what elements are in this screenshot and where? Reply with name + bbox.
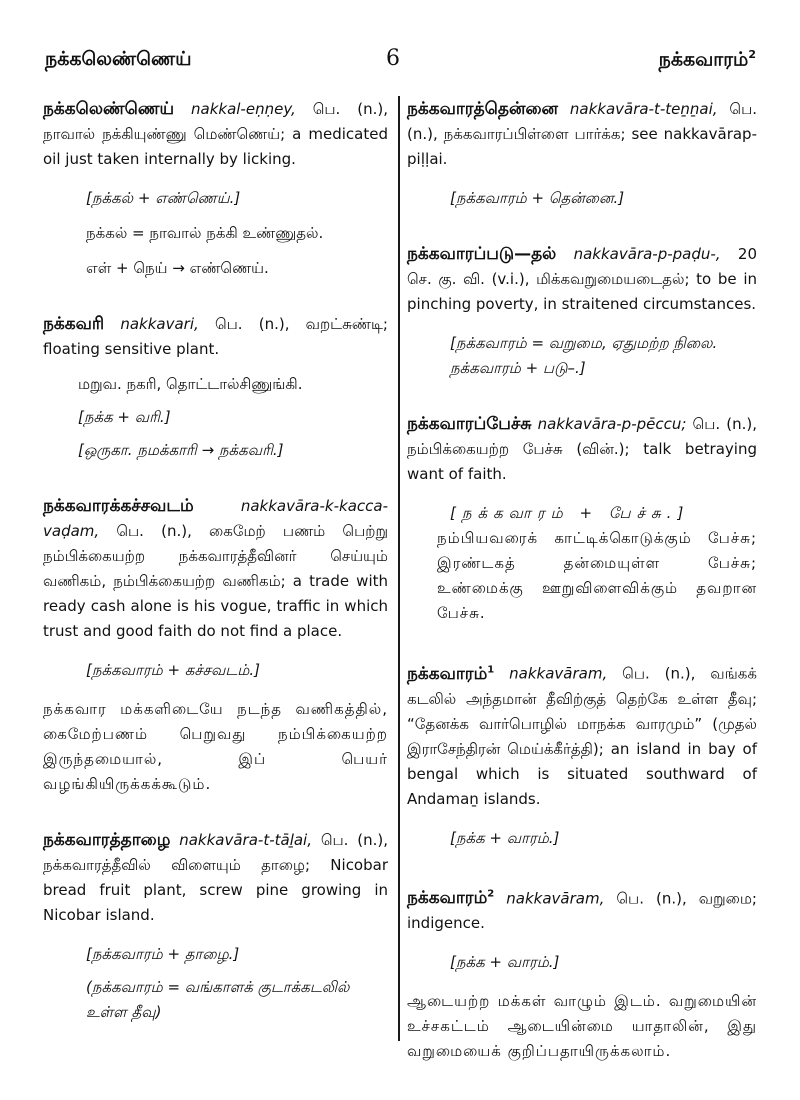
definition: பெ. (n.), வறுமை; indigence. [407,889,757,933]
definition: பெ. (n.), நம்பிக்கையற்ற பேச்சு (வின்.); talk betraying want of faith. [407,415,757,483]
etymology: [நக்கல் + எண்ணெய்.] [86,189,241,207]
headword: நக்கவாரத்தென்னை [407,99,559,119]
entry-head [407,97,757,172]
etymology: [நக்கவாரம் + பேச்சு.] [450,504,690,522]
headword: நக்கவாரம்$^2$ [407,888,495,909]
etymology: [நக்க + வாரம்.] [450,953,560,972]
entry-head [43,312,388,362]
transliteration: nakkavāram, [509,664,608,683]
etymology-note: (நக்கவாரம் = வங்காளக் குடாக்கடலில் உள்ள தீவு) [86,978,350,1021]
dictionary-entry [43,494,388,797]
entry-head [407,412,757,487]
headword: நக்கவாரம்$^1$ [407,663,495,684]
etymology: [ஒருகா. நமக்காரி → நக்கவரி.] [78,441,284,459]
definition: 20 செ. கு. வி. (v.i.), மிக்கவறுமையடைதல்; to be in pinching poverty, in straitened circumstances. [407,245,757,313]
etymology: [நக்கவாரம் + தாழை.] [86,945,240,963]
dictionary-entry [407,242,757,381]
dictionary-entry [43,97,388,281]
dictionary-entry [407,657,757,851]
entry-head [407,242,757,317]
commentary: நக்கவார மக்களிடையே நடந்த வணிகத்தில், கைமேற்பணம் பெறுவது நம்பிக்கையற்ற இருந்தமையால், இப் பெயர் வழங்கியிருக்கக்கூடும். [43,700,388,793]
commentary: ஆடையற்ற மக்கள் வாழும் இடம். வறுமையின் உச்சகட்டம் ஆடையின்மை யாதாலின், இது வறுமையைக் குறிப்பதாயிருக்கலாம். [407,992,757,1061]
etymology: [நக்க + வரி.] [78,408,171,426]
dictionary-entry [43,312,388,463]
entry-head [43,494,388,644]
running-head-left: நக்கலெண்ணெய் [45,48,192,70]
headword: நக்கலெண்ணெய் [43,99,175,119]
entry-note: நக்கல் = நாவால் நக்கி உண்ணுதல். [86,224,324,242]
headword: நக்கவாரப்பேச்சு [407,414,532,434]
left-column [43,97,388,1056]
transliteration: nakkavari, [120,315,199,333]
etymology: [நக்கவாரம் = வறுமை, ஏதுமற்ற நிலை. நக்கவாரம் + படு–.] [450,334,718,377]
dictionary-entry [43,828,388,1025]
transliteration: nakkavāra-t-teṉṉai, [569,100,718,118]
transliteration: nakkavāram, [506,889,605,908]
entry-head [407,657,757,812]
commentary: நம்பியவரைக் காட்டிக்கொடுக்கும் பேச்சு; இரண்டகத் தன்மையுள்ள பேச்சு; உண்மைக்கு ஊறுவிளைவிக்கும் தவறான பேச்சு. [437,529,757,622]
definition: பெ. (n.), வங்கக் கடலில் அந்தமான் தீவிற்குத் தெற்கே உள்ள தீவு; “தேனக்க வார்பொழில் மாநக்க வாரமும்” (முதல் இராசேந்திரன் மெய்க்கீர்த்தி); an island in bay of bengal which is situated southward of Andamaṉ islands. [407,664,757,808]
definition: பெ. (n.), நக்கவாரப்பிள்ளை பார்க்க; see nakkavārap-piḷḷai. [407,100,757,168]
transliteration: nakkavāra-p-paḍu-, [573,245,721,263]
transliteration: nakkavāra-p-pēccu; [537,415,687,433]
headword: நக்கவாரக்கச்சவடம் [43,496,194,516]
definition: பெ. (n.), நக்கவாரத்தீவில் விளையும் தாழை; Nicobar bread fruit plant, screw pine growing in Nicobar island. [43,831,388,924]
entry-note: மறுவ. நகரி, தொட்டால்சிணுங்கி. [78,375,303,393]
etymology: [நக்க + வாரம்.] [450,828,560,847]
dictionary-entry [407,97,757,211]
dictionary-entry [407,412,757,626]
headword: நக்கவரி [43,314,105,334]
entry-head [43,97,388,172]
etymology: [நக்கவாரம் + தென்னை.] [450,189,625,207]
column-divider [398,96,400,1041]
entry-head [407,882,757,937]
page-number: 6 [386,46,400,71]
definition: பெ. (n.), வறட்சுண்டி; floating sensitive plant. [43,315,388,358]
transliteration: nakkavāra-k-kacca-vaḍam, [43,497,388,540]
transliteration: nakkavāra-t-tāḻai, [179,831,312,849]
right-column [407,97,757,1095]
definition: பெ. (n.), நாவால் நக்கியுண்ணு மெண்ணெய்; a medicated oil just taken internally by licking. [43,100,388,168]
transliteration: nakkal-eṇṇey, [191,100,296,118]
running-head-right: நக்கவாரம்$^2$ [658,48,756,71]
dictionary-entry [407,882,757,1065]
etymology: [நக்கவாரம் + கச்சவடம்.] [86,661,260,679]
entry-head [43,828,388,928]
definition: பெ. (n.), கைமேற் பணம் பெற்று நம்பிக்கையற்ற நக்கவாரத்தீவினர் செய்யும் வணிகம், நம்பிக்கையற்ற வணிகம்; a trade with ready cash alone is his vogue, traffic in which trust and good faith do not find a place. [43,522,388,640]
headword: நக்கவாரப்படு—தல் [407,244,557,264]
headword: நக்கவாரத்தாழை [43,830,171,850]
entry-note: எள் + நெய் → எண்ணெய். [86,259,269,277]
page-header [0,0,800,92]
